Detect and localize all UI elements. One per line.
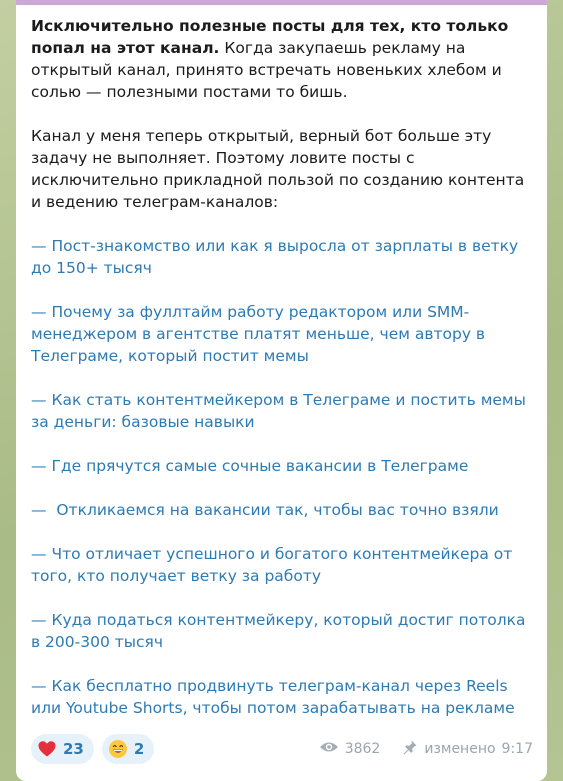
message-time: 9:17 [501, 741, 533, 757]
pin-icon [402, 739, 418, 759]
list-item: — Как стать контентмейкером в Телеграме и постить мемы за деньги: базовые навыки [31, 391, 526, 431]
edited-label: изменено [424, 741, 496, 757]
list-item: — Почему за фуллтайм работу редактором или SMM-менеджером в агентстве платят меньше, чем автору в Телеграме, который постит мемы [31, 303, 486, 365]
list-item: — Что отличает успешного и богатого контентмейкера от того, кто получает ветку за работу [31, 545, 513, 585]
message-text [31, 15, 533, 719]
post-link[interactable]: Где прячутся самые сочные вакансии в Телеграме [51, 457, 469, 475]
list-item: — Где прячутся самые сочные вакансии в Телеграме [31, 457, 469, 475]
reaction-count: 23 [63, 740, 84, 758]
views-count: 3862 [344, 741, 381, 757]
reaction-count: 2 [133, 740, 145, 758]
list-item: — Куда податься контентмейкеру, который достиг потолка в 200-300 тысяч [31, 611, 526, 651]
post-link[interactable]: Куда податься контентмейкеру, который достиг потолка в 200-300 тысяч [31, 611, 526, 651]
list-item: — Откликаемся на вакансии так, чтобы вас точно взяли [31, 501, 499, 519]
eye-icon [319, 740, 339, 758]
grinning-face-icon [108, 739, 128, 759]
heart-icon [37, 739, 57, 759]
reaction-grin[interactable] [102, 734, 154, 764]
list-item: — Как бесплатно продвинуть телеграм-канал через Reels или Youtube Shorts, чтобы потом зарабатывать на рекламе [31, 677, 515, 717]
intro-paragraph [31, 15, 533, 103]
post-link[interactable]: Как бесплатно продвинуть телеграм-канал через Reels или Youtube Shorts, чтобы потом зарабатывать на рекламе [31, 677, 515, 717]
message-bubble [16, 5, 547, 781]
reaction-heart[interactable] [31, 734, 94, 764]
list-item: — Пост-знакомство или как я выросла от зарплаты в ветку до 150+ тысяч [31, 237, 519, 277]
post-link[interactable]: Что отличает успешного и богатого контентмейкера от того, кто получает ветку за работу [31, 545, 513, 585]
intro-rest-text: Когда закупаешь рекламу на открытый канал, принято встречать новеньких хлебом и солью — полезными постами то бишь. [31, 39, 502, 101]
message-footer [31, 733, 533, 765]
message-meta [319, 739, 533, 759]
post-link[interactable]: Как стать контентмейкером в Телеграме и постить мемы за деньги: базовые навыки [31, 391, 526, 431]
intro-bold-text: Исключительно полезные посты для тех, кто только попал на этот канал. [31, 17, 509, 57]
channel-paragraph: Канал у меня теперь открытый, верный бот больше эту задачу не выполняет. Поэтому ловите посты с исключительно прикладной пользой по созданию контента и ведению телеграм-каналов: [31, 127, 525, 211]
post-link[interactable]: Почему за фуллтайм работу редактором или SMM-менеджером в агентстве платят меньше, чем автору в Телеграме, который постит мемы [31, 303, 486, 365]
post-link[interactable]: Пост-знакомство или как я выросла от зарплаты в ветку до 150+ тысяч [31, 237, 519, 277]
post-link[interactable]: Откликаемся на вакансии так, чтобы вас точно взяли [56, 501, 499, 519]
